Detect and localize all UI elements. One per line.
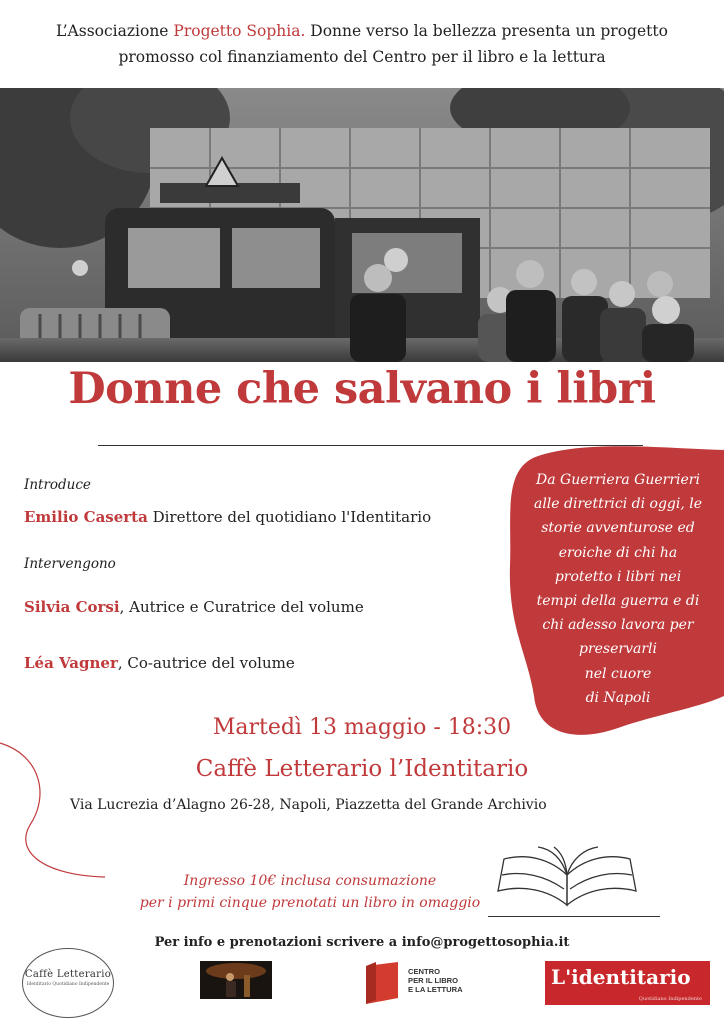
speaker-1: [24, 598, 364, 616]
open-book-icon: [492, 845, 642, 917]
intro-line-1: L’Associazione Progetto Sophia. Donne verso la bellezza presenta un progetto: [56, 22, 668, 40]
centro-logo-mark-icon: [362, 960, 404, 1006]
speaker-2: [24, 654, 295, 672]
org-name: Progetto Sophia.: [173, 22, 306, 40]
introducer-role: Direttore del quotidiano l'Identitario: [147, 508, 432, 526]
speaker-role: , Co-autrice del volume: [117, 654, 295, 672]
intro-text: [0, 18, 724, 70]
speaker-role: , Autrice e Curatrice del volume: [119, 598, 364, 616]
book-baseline: [488, 916, 660, 917]
speaker-name: Silvia Corsi: [24, 598, 120, 616]
entry-info: [110, 870, 510, 914]
intro-line-2: promosso col finanziamento del Centro per il libro e la lettura: [118, 48, 606, 66]
caffe-logo-title: Caffè Letterario: [24, 969, 112, 980]
contact-info: Per info e prenotazioni scrivere a info@progettosophia.it: [154, 935, 570, 950]
intervengono-label: Intervengono: [24, 556, 116, 572]
truck-photo-illustration: [0, 88, 724, 362]
entry-line-1: Ingresso 10€ inclusa consumazione: [183, 873, 437, 889]
event-date: Martedì 13 maggio - 18:30: [212, 715, 512, 740]
caffe-letterario-logo: [22, 948, 114, 1018]
photo-logo: [200, 961, 272, 999]
introducer: [24, 508, 431, 526]
identitario-logo: [545, 961, 710, 1005]
performer-image: [200, 961, 272, 999]
historical-photo: [0, 88, 724, 362]
caffe-logo-sub: Identitario Quotidiano Indipendente: [26, 982, 110, 987]
event-address: Via Lucrezia d’Alagno 26-28, Napoli, Piazzetta del Grande Archivio: [70, 797, 547, 813]
speaker-name: Léa Vagner: [24, 654, 118, 672]
identitario-logo-sub: Quotidiano Indipendente: [638, 996, 702, 1002]
introduce-label: Introduce: [24, 477, 91, 493]
blurb-text: Da Guerriera Guerrieri alle direttrici di oggi, le storie avventurose ed eroiche di chi ha protetto i libri nei tempi della guerra e di chi adesso lavora per preservarli nel cuore di Napoli: [533, 472, 703, 706]
identitario-logo-text: L'identitario: [551, 965, 691, 989]
entry-line-2: per i primi cinque prenotati un libro in omaggio: [139, 895, 481, 911]
centro-logo-text: CENTRO PER IL LIBRO E LA LETTURA: [408, 967, 463, 994]
introducer-name: Emilio Caserta: [24, 508, 148, 526]
event-title: Donne che salvano i libri: [68, 364, 656, 414]
event-venue: Caffè Letterario l’Identitario: [195, 756, 529, 782]
centro-libro-logo: [362, 960, 482, 1006]
